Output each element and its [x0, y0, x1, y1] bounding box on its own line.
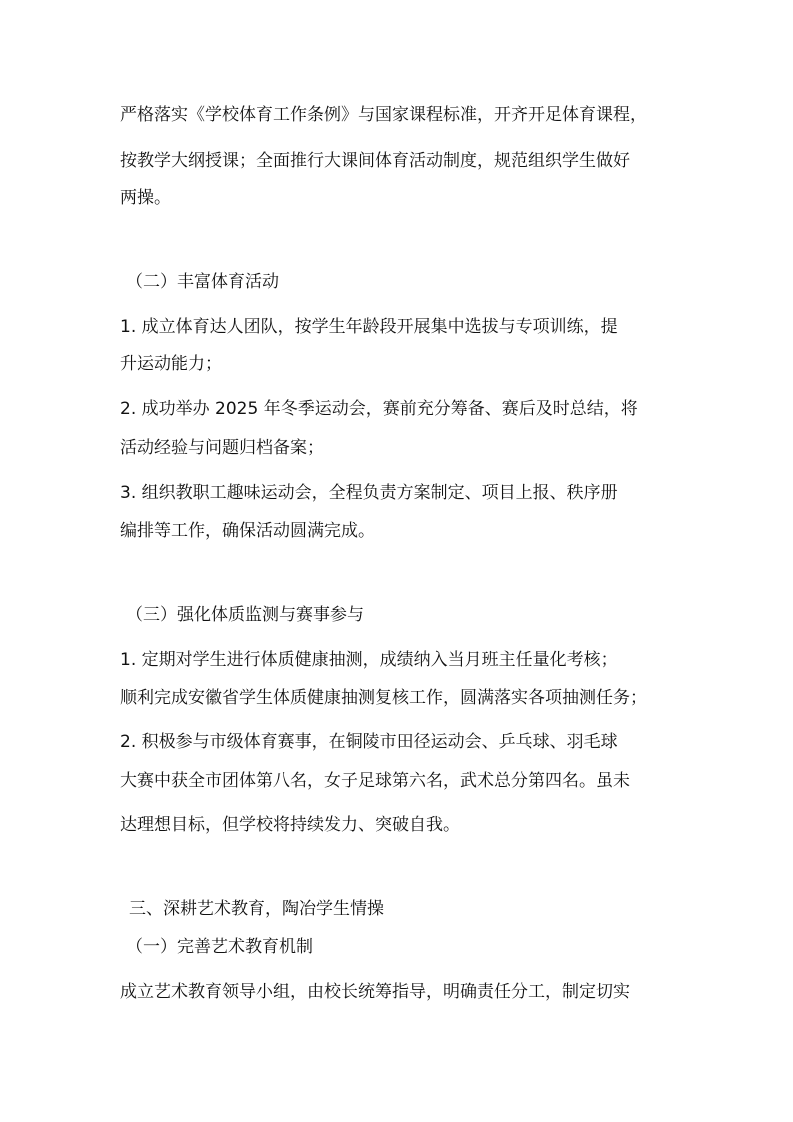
intro-line-3: 两操。	[120, 188, 171, 208]
fitness-line-3: 2. 积极参与市级体育赛事，在铜陵市田径运动会、乒乓球、羽毛球	[120, 732, 618, 752]
fitness-line-1: 1. 定期对学生进行体质健康抽测，成绩纳入当月班主任量化考核；	[120, 650, 618, 670]
fitness-line-4: 大赛中获全市团体第八名，女子足球第六名，武术总分第四名。虽未	[120, 771, 630, 791]
section-heading-activities: （二）丰富体育活动	[126, 272, 279, 292]
intro-line-2: 按教学大纲授课；全面推行大课间体育活动制度，规范组织学生做好	[120, 151, 630, 171]
part-heading-art-education: 三、深耕艺术教育，陶冶学生情操	[129, 899, 384, 919]
fitness-line-5: 达理想目标，但学校将持续发力、突破自我。	[120, 815, 460, 835]
subheading-art-mechanism: （一）完善艺术教育机制	[126, 937, 313, 957]
fitness-line-2: 顺利完成安徽省学生体质健康抽测复核工作，圆满落实各项抽测任务；	[120, 688, 647, 708]
intro-line-1: 严格落实《学校体育工作条例》与国家课程标准，开齐开足体育课程，	[120, 105, 647, 125]
activities-line-2: 升运动能力；	[120, 354, 222, 374]
activities-line-4: 活动经验与问题归档备案；	[120, 438, 324, 458]
section-heading-fitness: （三）强化体质监测与赛事参与	[126, 605, 364, 625]
activities-line-3: 2. 成功举办 2025 年冬季运动会，赛前充分筹备、赛后及时总结，将	[120, 399, 638, 419]
activities-line-1: 1. 成立体育达人团队，按学生年龄段开展集中选拔与专项训练，提	[120, 317, 618, 337]
art-line-1: 成立艺术教育领导小组，由校长统筹指导，明确责任分工，制定切实	[120, 982, 630, 1002]
activities-line-5: 3. 组织教职工趣味运动会，全程负责方案制定、项目上报、秩序册	[120, 483, 618, 503]
activities-line-6: 编排等工作，确保活动圆满完成。	[120, 521, 375, 541]
